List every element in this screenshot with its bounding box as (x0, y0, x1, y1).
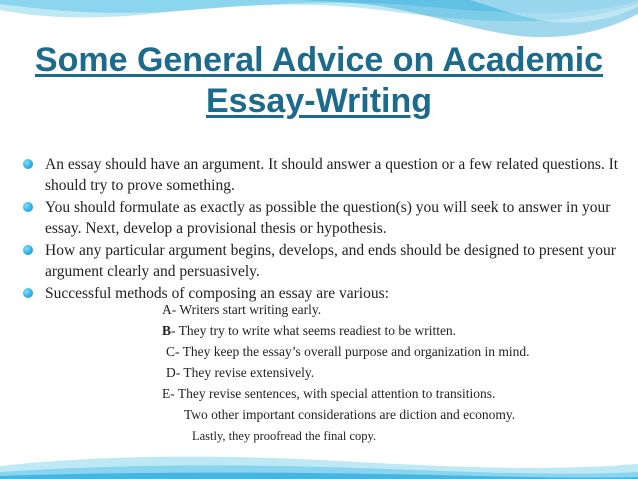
bullet-dot-icon (23, 202, 33, 212)
method-item-b (162, 322, 456, 340)
title-line-1: Some General Advice on Academic (34, 41, 604, 79)
bullet-dot-icon (23, 288, 33, 298)
method-text: - They revise extensively. (175, 365, 315, 380)
bullet-text: You should formulate as exactly as possible the question(s) you will seek to answer in your essay. Next, develop a provisional thesis or hypothesis. (45, 199, 611, 237)
slide-title (10, 40, 628, 122)
method-text: - They revise sentences, with special attention to transitions. (170, 386, 496, 401)
method-letter: E (162, 386, 171, 401)
bullet-item (22, 240, 626, 282)
bullet-dot-icon (23, 245, 33, 255)
method-item-e (162, 385, 495, 403)
bullet-dot-icon (23, 159, 33, 169)
note-diction-economy: Two other important considerations are diction and economy. (184, 407, 516, 422)
method-letter: B (162, 323, 172, 338)
method-item-d (166, 364, 314, 382)
bullet-text: An essay should have an argument. It should answer a question or a few related questions. It should try to prove something. (45, 156, 619, 194)
bullet-item (22, 283, 626, 304)
method-item-a (162, 301, 321, 319)
method-text: - Writers start writing early. (171, 302, 322, 317)
method-text: - They try to write what seems readiest to be written. (171, 323, 457, 338)
method-letter: A (162, 302, 172, 317)
method-text: - They keep the essay’s overall purpose and organization in mind. (175, 344, 530, 359)
bullet-text: Successful methods of composing an essay are various: (45, 285, 389, 302)
bullet-item (22, 197, 626, 239)
note-proofread: Lastly, they proofread the final copy. (192, 429, 377, 443)
bullet-list (22, 154, 626, 305)
method-letter: C (166, 344, 176, 359)
bullet-text: How any particular argument begins, develops, and ends should be designed to present your argument clearly and persuasively. (45, 242, 616, 280)
method-item-c (166, 343, 530, 361)
bottom-wave-decoration (0, 452, 638, 479)
method-letter: D (166, 365, 176, 380)
title-line-2: Essay-Writing (205, 82, 433, 120)
bullet-item (22, 154, 626, 196)
